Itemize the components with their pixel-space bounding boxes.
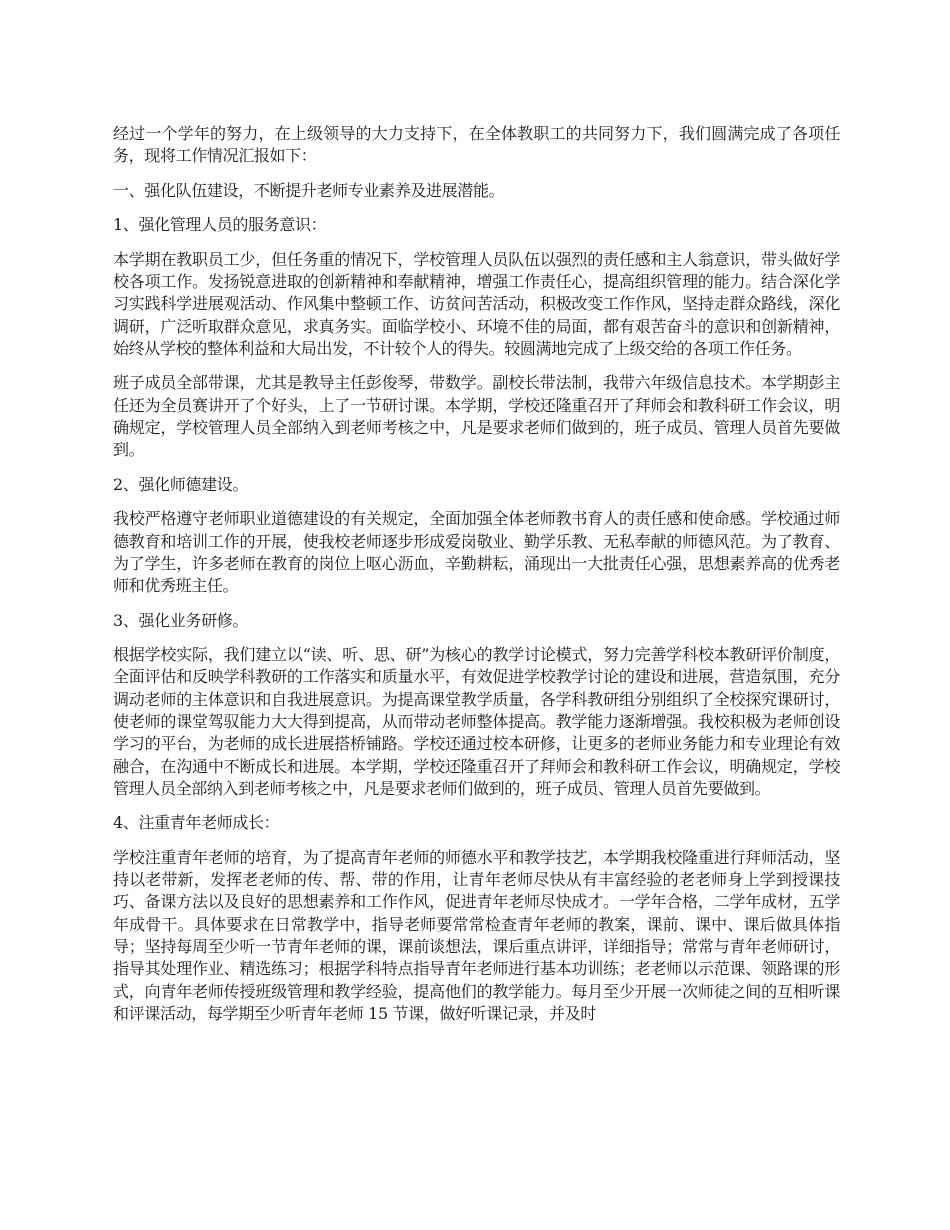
subheading-professional-study: 3、强化业务研修。 [113, 610, 249, 630]
subheading-management-service: 1、强化管理人员的服务意识： [113, 215, 327, 235]
subheading-young-teachers: 4、注重青年老师成长： [113, 813, 280, 833]
paragraph-young-teachers: 学校注重青年老师的培育，为了提高青年老师的师德水平和教学技艺，本学期我校隆重进行拜师活动，坚持以老带新，发挥老老师的传、帮、带的作用，让青年老师尽快从有丰富经验的老老师身上学到授课技巧、备课方法以及良好的思想素养和工作作风，促进青年老师尽快成才。一学年合格，二学年成材，五学年成骨干。具体要求在日常教学中，指导老师要常常检查青年老师的教案，课前、课中、课后做具体指导；坚持每周至少听一节青年老师的课，课前谈想法，课后重点讲评，详细指导；常常与青年老师研讨，指导其处理作业、精选练习；根据学科特点指导青年老师进行基本功训练；老老师以示范课、领路课的形式，向青年老师传授班级管理和教学经验，提高他们的教学能力。每月至少开展一次师徒之间的互相听课和评课活动，每学期至少听青年老师 15 节课，做好听课记录，并及时 [113, 847, 840, 1023]
paragraph-leadership-teaching: 班子成员全部带课，尤其是教导主任彭俊琴，带数学。副校长带法制，我带六年级信息技术。本学期彭主任还为全员赛讲开了个好头，上了一节研讨课。本学期，学校还隆重召开了拜师会和教科研工作会议，明确规定，学校管理人员全部纳入到老师考核之中，凡是要求老师们做到的，班子成员、管理人员首先要做到。 [113, 373, 840, 460]
document-body [113, 123, 840, 1037]
section-heading-team-building: 一、强化队伍建设，不断提升老师专业素养及进展潜能。 [113, 180, 505, 200]
intro-paragraph: 经过一个学年的努力，在上级领导的大力支持下，在全体教职工的共同努力下，我们圆满完成了各项任务，现将工作情况汇报如下： [113, 124, 840, 166]
paragraph-teacher-ethics: 我校严格遵守老师职业道德建设的有关规定，全面加强全体老师教书育人的责任感和使命感。学校通过师德教育和培训工作的开展，使我校老师逐步形成爱岗敬业、勤学乐教、无私奉献的师德风范。为了教育、为了学生，许多老师在教育的岗位上呕心沥血，辛勤耕耘，涌现出一大批责任心强，思想素养高的优秀老师和优秀班主任。 [113, 509, 840, 596]
paragraph-professional-study: 根据学校实际，我们建立以“读、听、思、研”为核心的教学讨论模式，努力完善学科校本教研评价制度，全面评估和反映学科教研的工作落实和质量水平，有效促进学校教学讨论的建设和进展，营造氛围，充分调动老师的主体意识和自我进展意识。为提高课堂教学质量，各学科教研组分别组织了全校探究课研讨，使老师的课堂驾驭能力大大得到提高，从而带动老师整体提高。教学能力逐渐增强。我校积极为老师创设学习的平台，为老师的成长进展搭桥铺路。学校还通过校本研修，让更多的老师业务能力和专业理论有效融合，在沟通中不断成长和进展。本学期，学校还隆重召开了拜师会和教科研工作会议，明确规定，学校管理人员全部纳入到老师考核之中，凡是要求老师们做到的，班子成员、管理人员首先要做到。 [113, 645, 840, 798]
paragraph-management-staff: 本学期在教职员工少，但任务重的情况下，学校管理人员队伍以强烈的责任感和主人翁意识，带头做好学校各项工作。发扬锐意进取的创新精神和奉献精神，增强工作责任心，提高组织管理的能力。结合深化学习实践科学进展观活动、作风集中整顿工作、访贫问苦活动，积极改变工作作风，坚持走群众路线，深化调研，广泛听取群众意见，求真务实。面临学校小、环境不佳的局面，都有艰苦奋斗的意识和创新精神，始终从学校的整体利益和大局出发，不计较个人的得失。较圆满地完成了上级交给的各项工作任务。 [113, 249, 840, 358]
subheading-teacher-ethics: 2、强化师德建设。 [113, 474, 249, 494]
